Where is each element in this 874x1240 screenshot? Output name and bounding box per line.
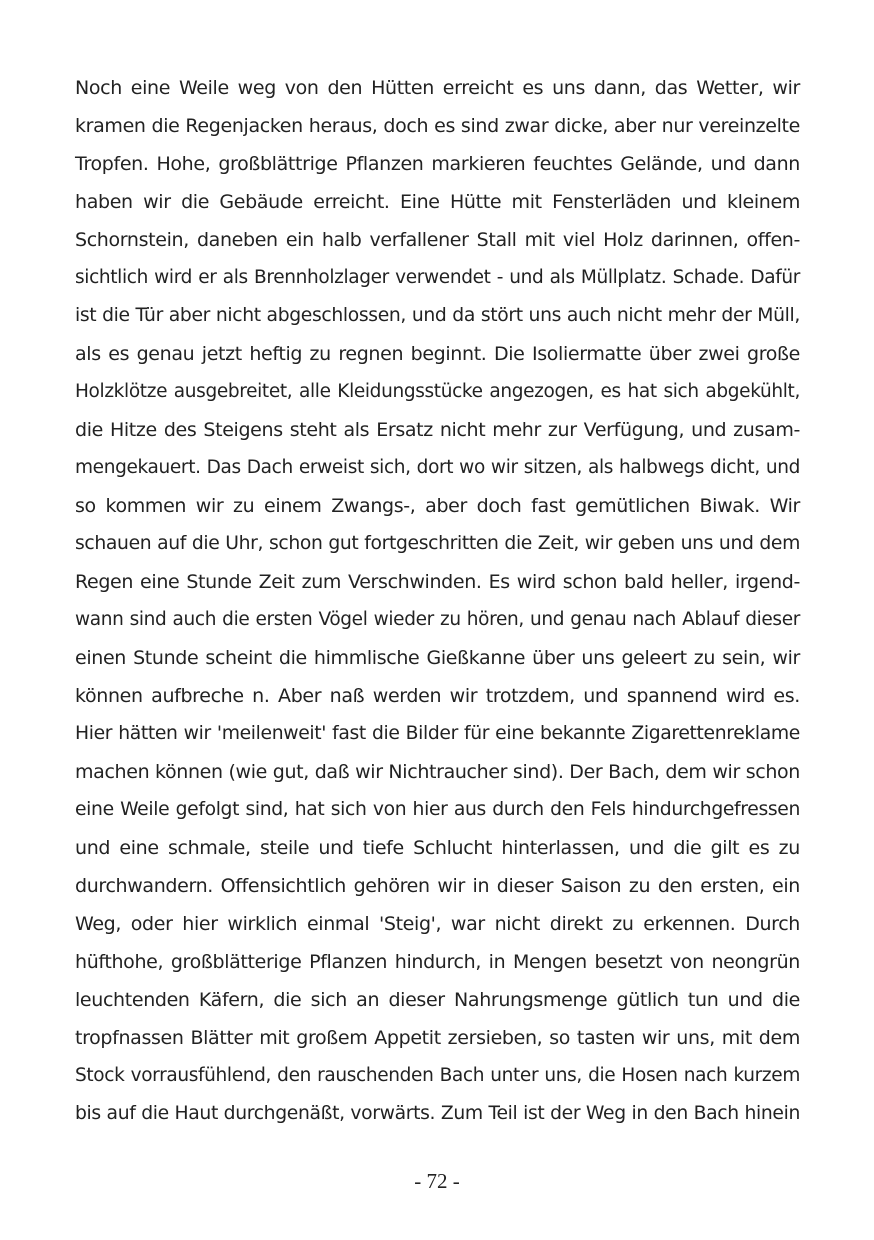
text-line: leuchtenden Käfern, die sich an dieser Nahrungsmenge gütlich tun und die: [75, 989, 800, 1011]
page-number: - 72 -: [414, 1169, 460, 1193]
text-line: Noch eine Weile weg von den Hütten erreicht es uns dann, das Wetter, wir: [75, 77, 800, 99]
text-line: können aufbreche n. Aber naß werden wir trotzdem, und spannend wird es.: [75, 685, 800, 707]
text-line: haben wir die Gebäude erreicht. Eine Hütte mit Fensterläden und kleinem: [75, 191, 800, 213]
text-line: die Hitze des Steigens steht als Ersatz nicht mehr zur Verfügung, und zusam-: [75, 419, 800, 441]
text-line: sichtlich wird er als Brennholzlager verwendet - und als Müllplatz. Schade. Dafür: [75, 267, 800, 288]
text-line: wann sind auch die ersten Vögel wieder zu hören, und genau nach Ablauf dieser: [75, 609, 800, 630]
text-line: eine Weile gefolgt sind, hat sich von hier aus durch den Fels hindurchgefressen: [75, 799, 800, 820]
text-line: kramen die Regenjacken heraus, doch es sind zwar dicke, aber nur vereinzelte: [75, 115, 800, 137]
text-line: Hier hätten wir 'meilenweit' fast die Bilder für eine bekannte Zigarettenreklame: [75, 723, 800, 744]
text-line: hüfthohe, großblätterige Pflanzen hindurch, in Mengen besetzt von neongrün: [75, 951, 800, 973]
body-text: [75, 69, 800, 1133]
text-line: tropfnassen Blätter mit großem Appetit zersieben, so tasten wir uns, mit dem: [75, 1027, 800, 1049]
text-line: machen können (wie gut, daß wir Nichtraucher sind). Der Bach, dem wir schon: [75, 761, 800, 783]
text-line: und eine schmale, steile und tiefe Schlucht hinterlassen, und die gilt es zu: [75, 837, 800, 859]
text-line: durchwandern. Offensichtlich gehören wir in dieser Saison zu den ersten, ein: [75, 875, 800, 897]
text-line: mengekauert. Das Dach erweist sich, dort wo wir sitzen, als halbwegs dicht, und: [75, 457, 800, 478]
text-line: schauen auf die Uhr, schon gut fortgeschritten die Zeit, wir geben uns und dem: [75, 533, 800, 554]
text-line: Holzklötze ausgebreitet, alle Kleidungsstücke angezogen, es hat sich abgekühlt,: [75, 381, 800, 402]
text-line: einen Stunde scheint die himmlische Gießkanne über uns geleert zu sein, wir: [75, 647, 800, 669]
text-line: Regen eine Stunde Zeit zum Verschwinden. Es wird schon bald heller, irgend-: [75, 571, 800, 593]
text-line: bis auf die Haut durchgenäßt, vorwärts. Zum Teil ist der Weg in den Bach hinein: [75, 1103, 800, 1124]
text-line: Tropfen. Hohe, großblättrige Pflanzen markieren feuchtes Gelände, und dann: [75, 153, 800, 175]
text-line: Weg, oder hier wirklich einmal 'Steig', war nicht direkt zu erkennen. Durch: [75, 913, 800, 935]
text-line: Schornstein, daneben ein halb verfallener Stall mit viel Holz darinnen, offen-: [75, 229, 800, 251]
text-line: als es genau jetzt heftig zu regnen beginnt. Die Isoliermatte über zwei große: [75, 343, 800, 365]
text-line: Stock vorrausfühlend, den rauschenden Bach unter uns, die Hosen nach kurzem: [75, 1065, 800, 1086]
text-line: ist die Tür aber nicht abgeschlossen, und da stört uns auch nicht mehr der Müll,: [75, 305, 800, 326]
text-line: so kommen wir zu einem Zwangs-, aber doch fast gemütlichen Biwak. Wir: [75, 495, 800, 517]
